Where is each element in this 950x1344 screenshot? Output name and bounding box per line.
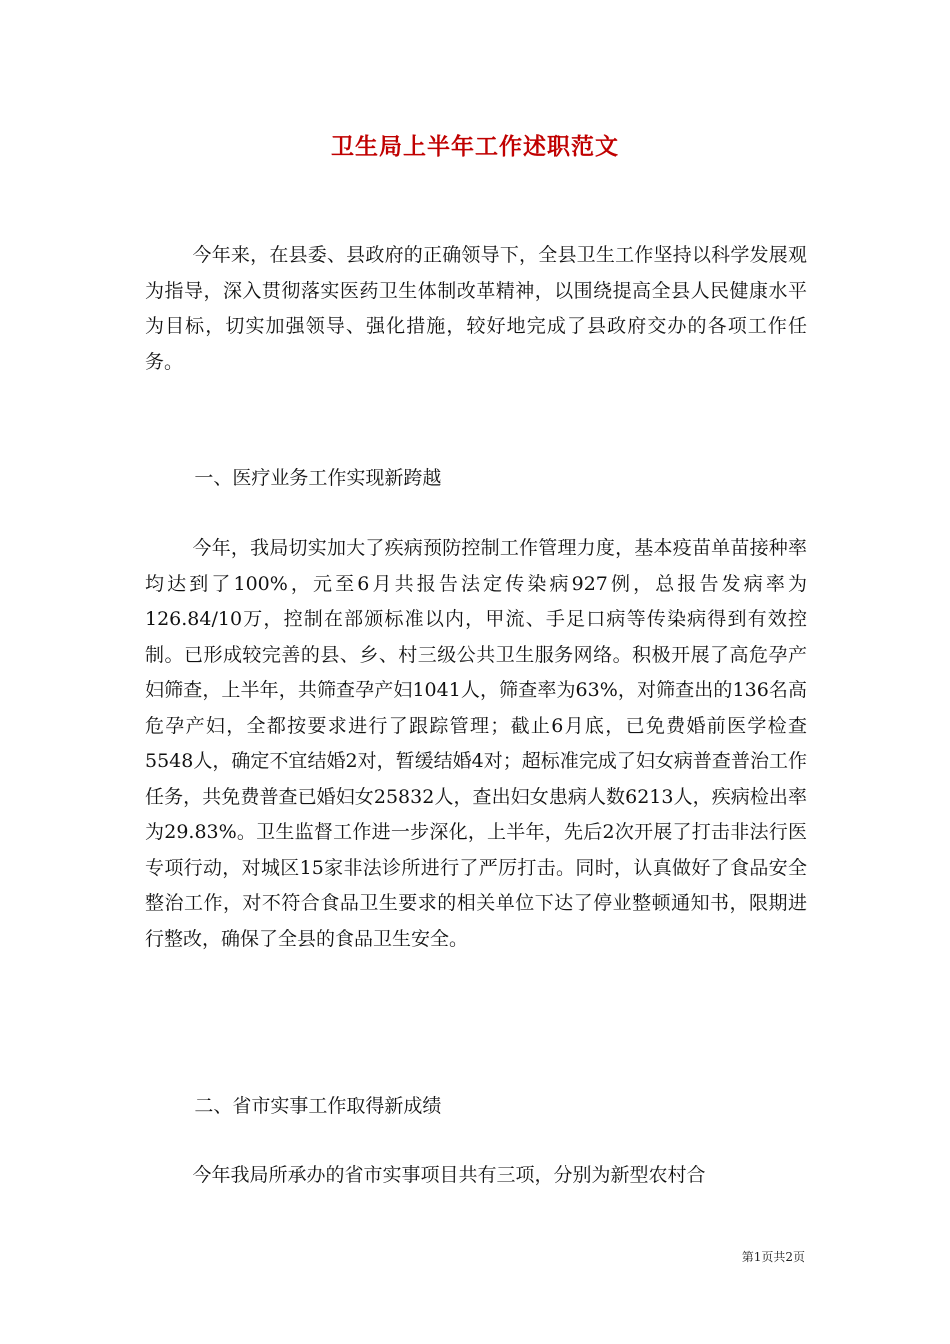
page-number: 第1页共2页 bbox=[741, 1250, 805, 1264]
document-title: 卫生局上半年工作述职范文 bbox=[331, 133, 619, 160]
intro-paragraph: 今年来，在县委、县政府的正确领导下，全县卫生工作坚持以科学发展观为指导，深入贯彻落实医药卫生体制改革精神，以围绕提高全县人民健康水平为目标，切实加强领导、强化措施，较好地完成了县政府交办的各项工作任务。 bbox=[145, 244, 807, 373]
section-1-paragraph: 今年，我局切实加大了疾病预防控制工作管理力度，基本疫苗单苗接种率均达到了100%，元至6月共报告法定传染病927例，总报告发病率为126.84/10万，控制在部颁标准以内，甲流、手足口病等传染病得到有效控制。已形成较完善的县、乡、村三级公共卫生服务网络。积极开展了高危孕产妇筛查，上半年，共筛查孕产妇1041人，筛查率为63%，对筛查出的136名高危孕产妇，全都按要求进行了跟踪管理；截止6月底，已免费婚前医学检查5548人，确定不宜结婚2对，暂缓结婚4对；超标准完成了妇女病普查普治工作任务，共免费普查已婚妇女25832人，查出妇女患病人数6213人，疾病检出率为29.83%。卫生监督工作进一步深化，上半年，先后2次开展了打击非法行医专项行动，对城区15家非法诊所进行了严厉打击。同时，认真做好了食品安全整治工作，对不符合食品卫生要求的相关单位下达了停业整顿通知书，限期进行整改，确保了全县的食品卫生安全。 bbox=[145, 537, 807, 950]
section-2-paragraph: 今年我局所承办的省市实事项目共有三项，分别为新型农村合 bbox=[192, 1164, 706, 1186]
section-heading-1: 一、医疗业务工作实现新跨越 bbox=[194, 467, 442, 489]
section-heading-2: 二、省市实事工作取得新成绩 bbox=[194, 1095, 442, 1117]
